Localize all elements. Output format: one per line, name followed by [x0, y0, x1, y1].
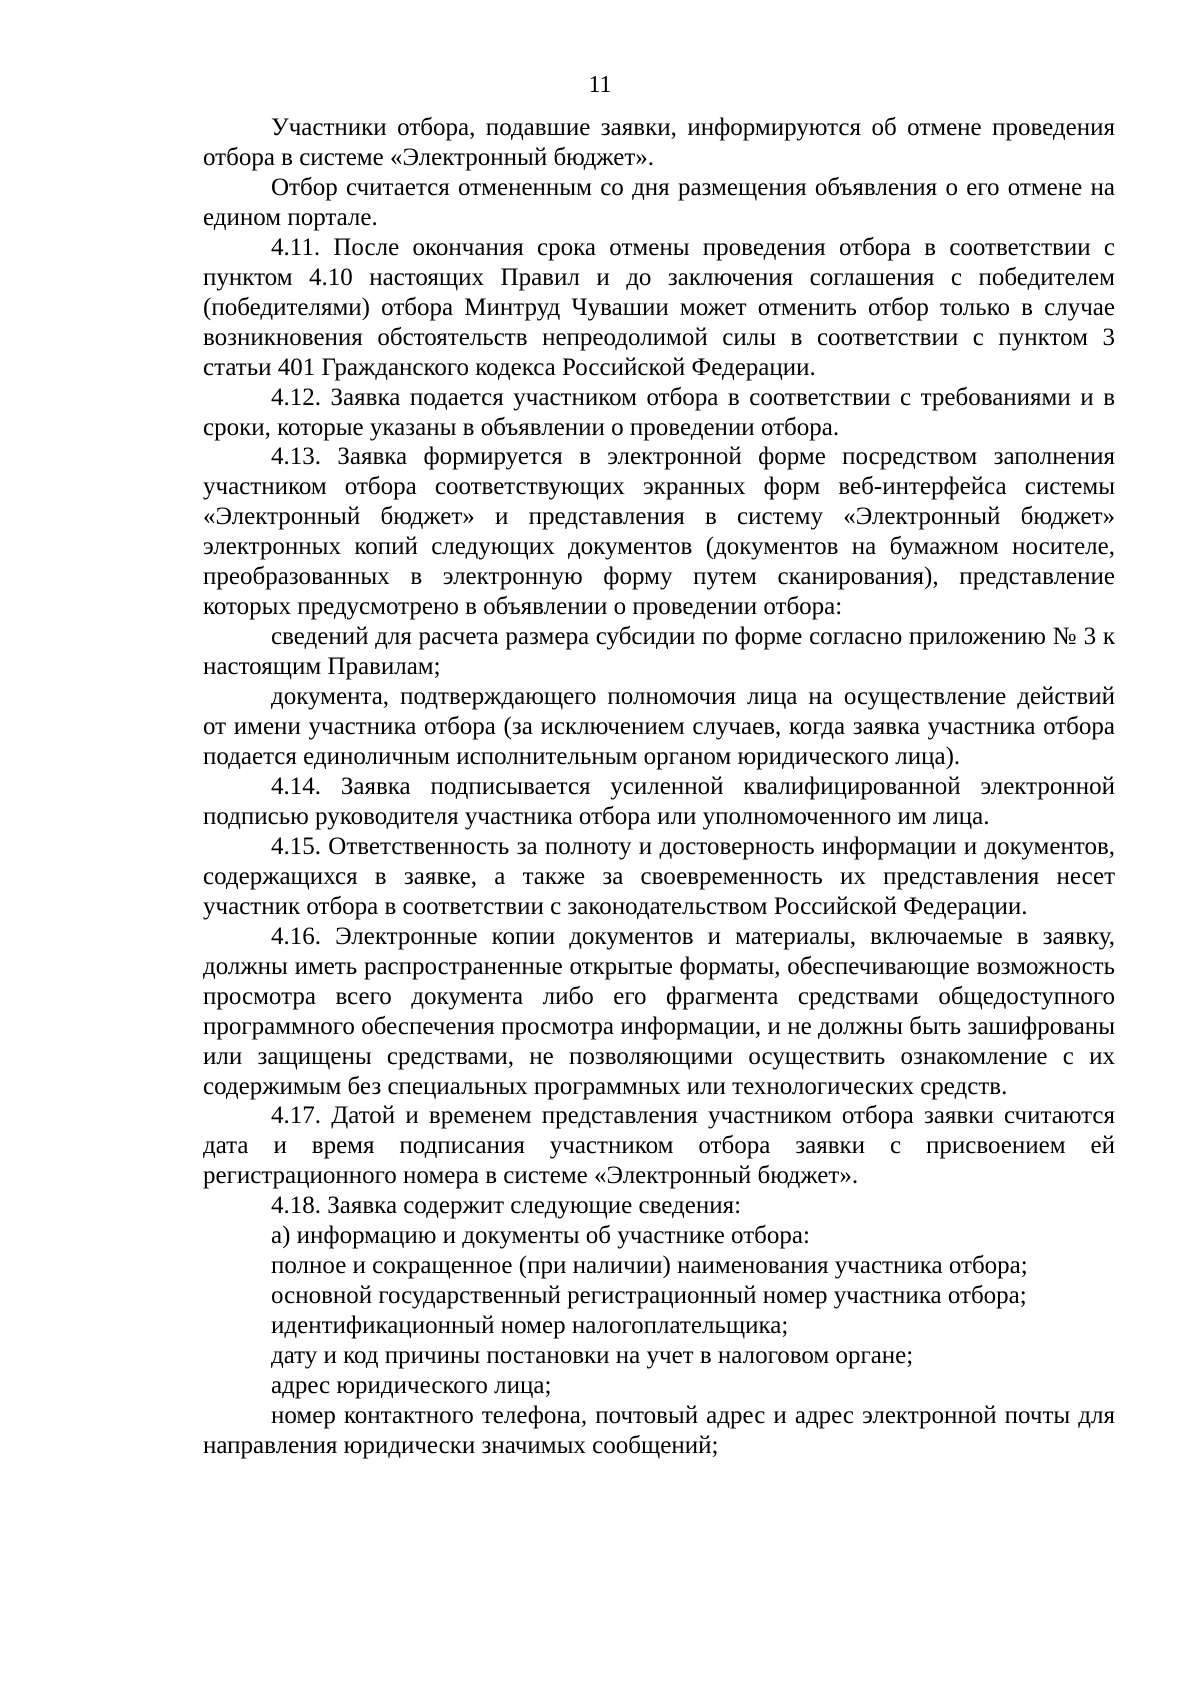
paragraph: а) информацию и документы об участнике отбора: — [271, 1222, 810, 1250]
paragraph: Отбор считается отмененным со дня размещения объявления о его отмене на едином портале. — [203, 173, 1115, 231]
paragraph: 4.15. Ответственность за полноту и достоверность информации и документов, содержащихся в заявке, а также за своевременность их представления несет участник отбора в соответствии с законодательством Российской Федерации. — [203, 832, 1115, 920]
paragraph: сведений для расчета размера субсидии по форме согласно приложению № 3 к настоящим Правилам; — [203, 623, 1115, 681]
document-body — [203, 113, 1115, 1461]
paragraph: 4.16. Электронные копии документов и материалы, включаемые в заявку, должны иметь распространенные открытые форматы, обеспечивающие возможность просмотра всего документа либо его фрагмента средствами общедоступного программного обеспечения просмотра информации, и не должны быть зашифрованы или защищены средствами, не позволяющими осуществить ознакомление с их содержимым без специальных программных или технологических средств. — [203, 922, 1115, 1100]
page-number: 11 — [588, 72, 612, 98]
paragraph: 4.14. Заявка подписывается усиленной квалифицированной электронной подписью руководителя участника отбора или уполномоченного им лица. — [203, 772, 1115, 830]
paragraph: Участники отбора, подавшие заявки, информируются об отмене проведения отбора в системе «Электронный бюджет». — [203, 114, 1115, 171]
paragraph: полное и сокращенное (при наличии) наименования участника отбора; — [271, 1252, 1028, 1280]
paragraph: дату и код причины постановки на учет в налоговом органе; — [271, 1342, 914, 1370]
paragraph: адрес юридического лица; — [271, 1372, 552, 1400]
paragraph: 4.17. Датой и временем представления участником отбора заявки считаются дата и время подписания участником отбора заявки с присвоением ей регистрационного номера в системе «Электронный бюджет». — [203, 1102, 1115, 1190]
paragraph: 4.11. После окончания срока отмены проведения отбора в соответствии с пунктом 4.10 настоящих Правил и до заключения соглашения с победителем (победителями) отбора Минтруд Чувашии может отменить отбор только в случае возникновения обстоятельств непреодолимой силы в соответствии с пунктом 3 статьи 401 Гражданского кодекса Российской Федерации. — [203, 233, 1115, 381]
paragraph: документа, подтверждающего полномочия лица на осуществление действий от имени участника отбора (за исключением случаев, когда заявка участника отбора подается единоличным исполнительным органом юридического лица). — [203, 683, 1115, 771]
paragraph: 4.12. Заявка подается участником отбора в соответствии с требованиями и в сроки, которые указаны в объявлении о проведении отбора. — [203, 383, 1115, 441]
paragraph: 4.18. Заявка содержит следующие сведения: — [271, 1192, 742, 1220]
paragraph: 4.13. Заявка формируется в электронной форме посредством заполнения участником отбора соответствующих экранных форм веб-интерфейса системы «Электронный бюджет» и представления в систему «Электронный бюджет» электронных копий следующих документов (документов на бумажном носителе, преобразованных в электронную форму путем сканирования), представление которых предусмотрено в объявлении о проведении отбора: — [203, 443, 1115, 621]
paragraph: основной государственный регистрационный номер участника отбора; — [271, 1282, 1027, 1310]
paragraph: идентификационный номер налогоплательщика; — [271, 1312, 789, 1340]
paragraph: номер контактного телефона, почтовый адрес и адрес электронной почты для направления юридически значимых сообщений; — [203, 1401, 1115, 1459]
